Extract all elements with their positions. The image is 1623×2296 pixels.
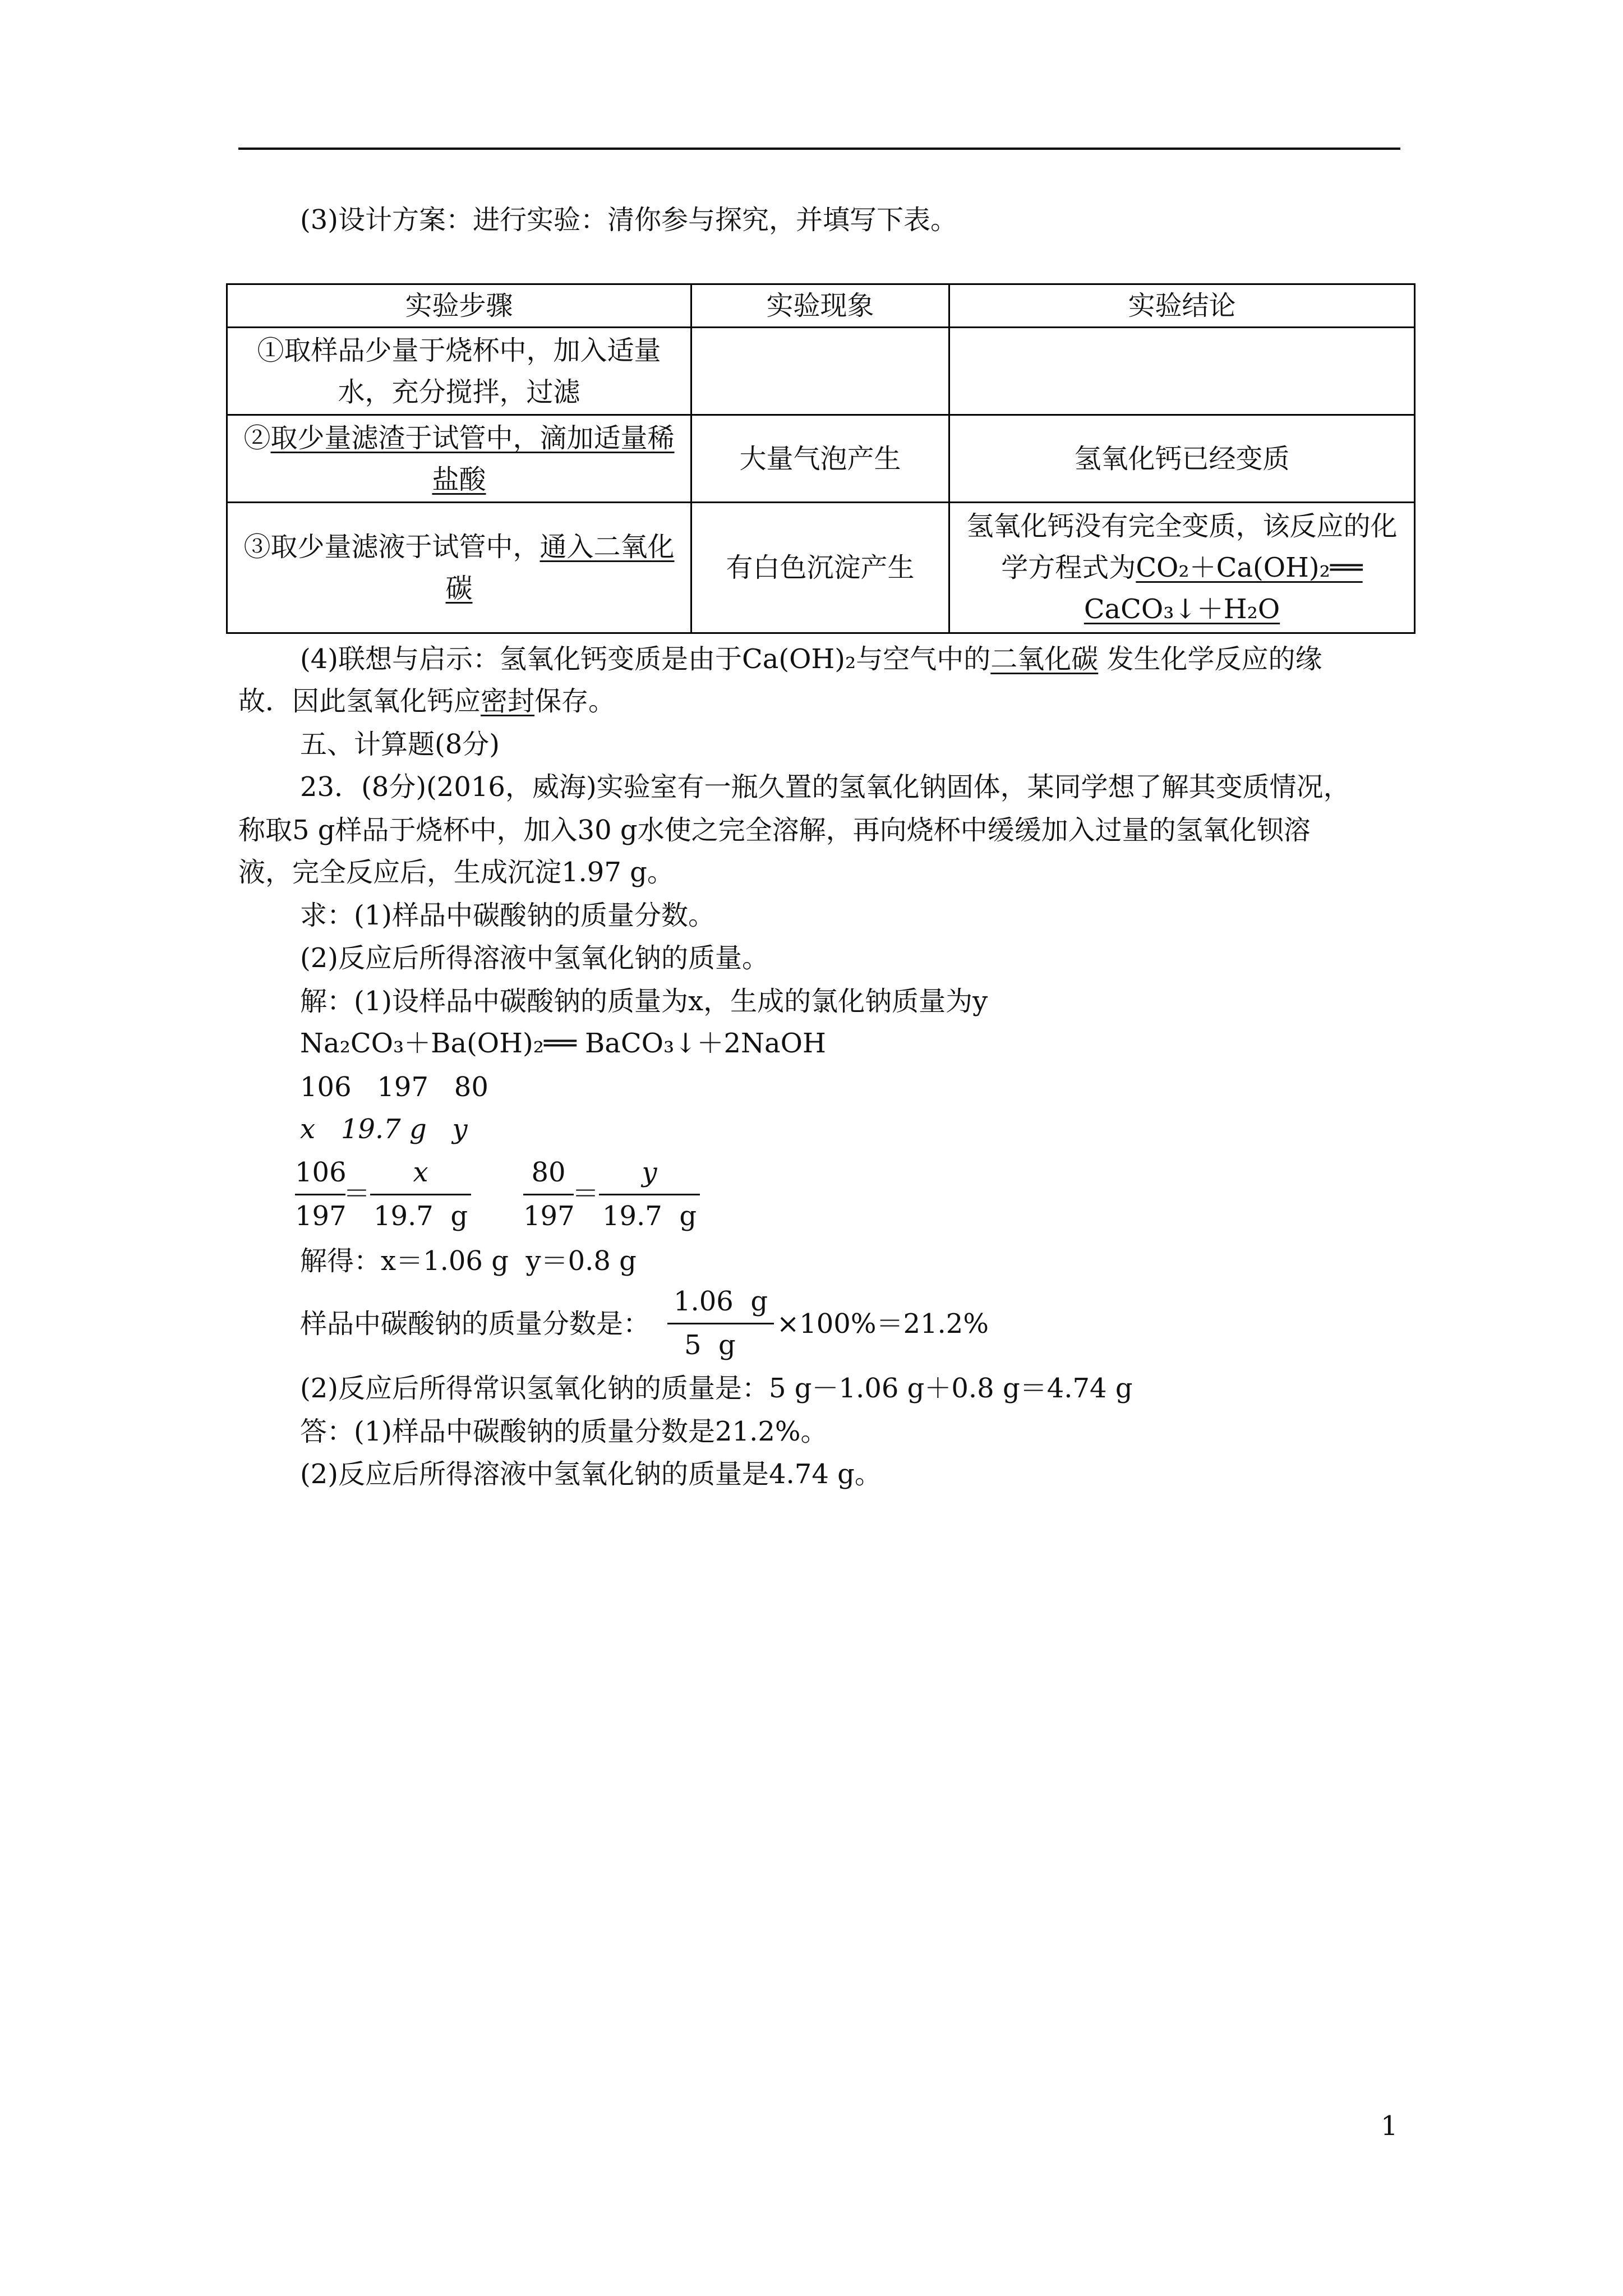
conclusion-cell	[949, 328, 1415, 415]
q23-ask1: 求：(1)样品中碳酸钠的质量分数。	[300, 900, 715, 931]
solution-line2: (2)反应后所得常识氢氧化钠的质量是：5 g－1.06 g＋0.8 g＝4.74 g	[300, 1373, 1133, 1404]
answer-line1: 答：(1)样品中碳酸钠的质量分数是21.2%。	[300, 1416, 828, 1447]
part4-answer-seal: 密封	[481, 685, 535, 717]
part4-line1: (4)联想与启示：氢氧化钙变质是由于Ca(OH)₂与空气中的二氧化碳 发生化学反应的缘	[300, 643, 1322, 675]
q23-line3: 液，完全反应后，生成沉淀1.97 g。	[238, 857, 674, 888]
step-cell: ③取少量滤液于试管中，通入二氧化碳	[227, 503, 691, 633]
fraction-106-197: 106 197	[295, 1157, 347, 1232]
mass-fraction-label: 样品中碳酸钠的质量分数是：	[300, 1308, 651, 1340]
page-number: 1	[1381, 2110, 1398, 2142]
header-phenomenon: 实验现象	[691, 284, 949, 328]
q23-ask2: (2)反应后所得溶液中氢氧化钠的质量。	[300, 942, 769, 974]
equals-sign: ＝	[572, 1178, 600, 1209]
phenomenon-cell	[691, 328, 949, 415]
answer-line2: (2)反应后所得溶液中氢氧化钠的质量是4.74 g。	[300, 1458, 882, 1490]
solve-result: 解得：x＝1.06 g y＝0.8 g	[300, 1245, 637, 1277]
table-header-row	[227, 284, 1415, 328]
fraction-80-197: 80 197	[523, 1157, 575, 1232]
solution-line1: 解：(1)设样品中碳酸钠的质量为x，生成的氯化钠质量为y	[300, 986, 988, 1017]
molar-masses: 106 197 80	[300, 1071, 488, 1103]
fraction-y-19-7: y 19.7 g	[599, 1156, 700, 1233]
step-answer: 通入二氧化碳	[445, 531, 675, 604]
table-row	[227, 328, 1415, 415]
table-row	[227, 503, 1415, 633]
fraction-x-19-7: x 19.7 g	[370, 1156, 471, 1233]
section5-heading: 五、计算题(8分)	[300, 729, 500, 760]
unknowns: x 19.7 g y	[300, 1114, 468, 1145]
part4-answer-co2: 二氧化碳	[990, 643, 1099, 675]
step-answer: 取少量滤渣于试管中，滴加适量稀盐酸	[270, 422, 675, 495]
q23-line1: 23．(8分)(2016，威海)实验室有一瓶久置的氢氧化钠固体，某同学想了解其变质情况，	[300, 771, 1350, 803]
header-rule	[238, 148, 1400, 150]
experiment-table	[226, 283, 1415, 634]
header-conclusion: 实验结论	[949, 284, 1415, 328]
conclusion-cell: 氢氧化钙没有完全变质，该反应的化学方程式为CO₂＋Ca(OH)₂══ CaCO₃↓＋H₂O	[949, 503, 1415, 633]
conclusion-cell: 氢氧化钙已经变质	[949, 415, 1415, 503]
part4-line2: 故．因此氢氧化钙应密封保存。	[238, 685, 616, 717]
equals-sign: ＝	[343, 1178, 371, 1209]
intro-text: (3)设计方案：进行实验：清你参与探究，并填写下表。	[300, 204, 957, 236]
step-cell: ②取少量滤渣于试管中，滴加适量稀盐酸	[227, 415, 691, 503]
step-cell: ①取样品少量于烧杯中，加入适量水，充分搅拌，过滤	[227, 328, 691, 415]
header-steps: 实验步骤	[227, 284, 691, 328]
q23-line2: 称取5 g样品于烧杯中，加入30 g水使之完全溶解，再向烧杯中缓缓加入过量的氢氧化钡溶	[238, 815, 1311, 846]
phenomenon-cell: 有白色沉淀产生	[691, 503, 949, 633]
phenomenon-cell: 大量气泡产生	[691, 415, 949, 503]
mass-fraction: 1.06 g 5 g	[667, 1285, 774, 1362]
reaction-equation: Na₂CO₃＋Ba(OH)₂══ BaCO₃↓＋2NaOH	[300, 1028, 826, 1059]
conclusion-equation: CO₂＋Ca(OH)₂══ CaCO₃↓＋H₂O	[1083, 552, 1363, 625]
mass-fraction-result: ×100%＝21.2%	[777, 1308, 989, 1340]
table-row	[227, 415, 1415, 503]
